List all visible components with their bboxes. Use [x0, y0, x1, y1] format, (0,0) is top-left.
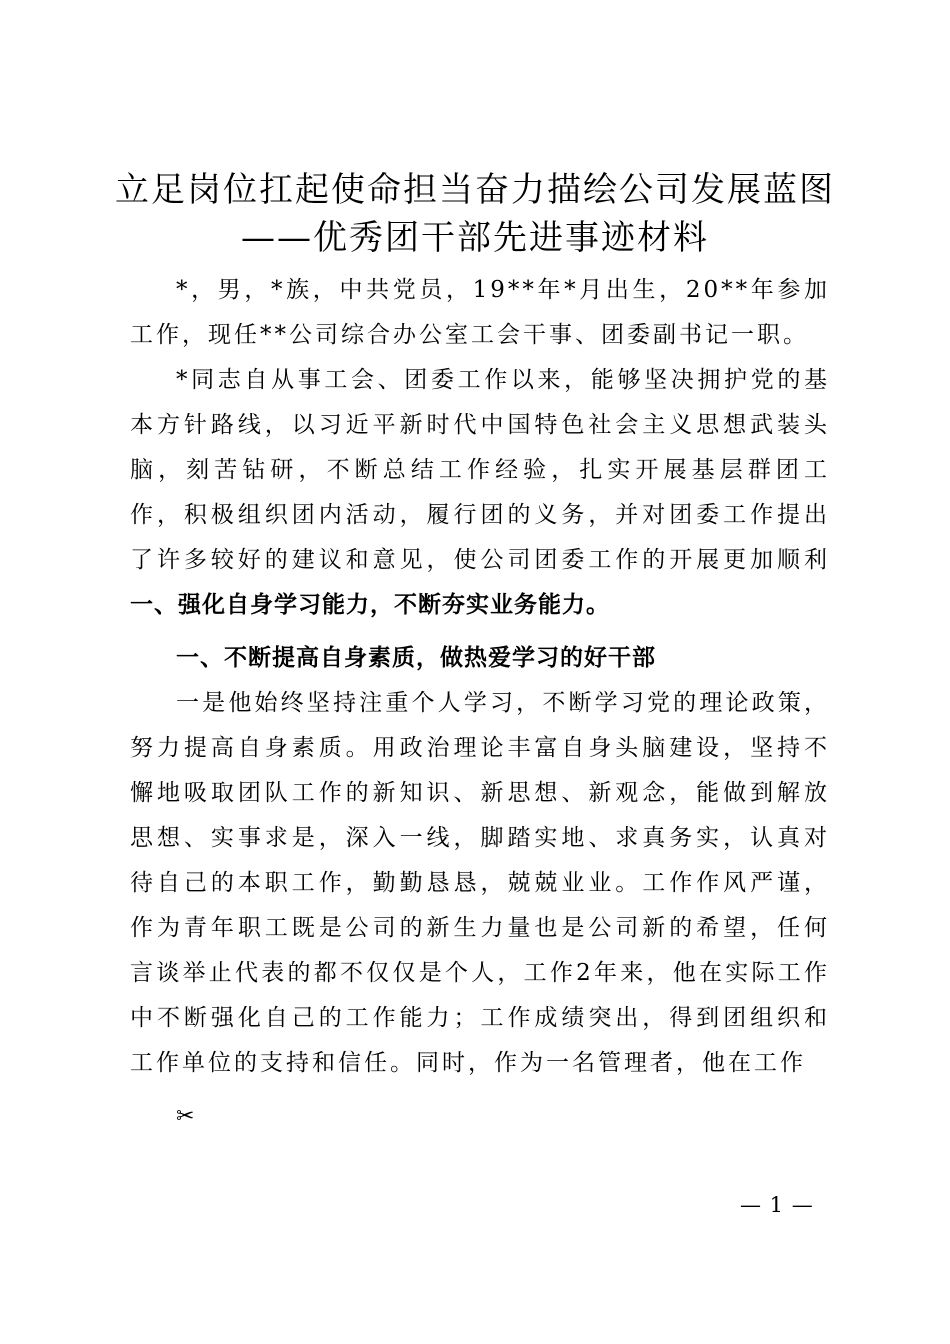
section-heading: 一、不断提高自身素质，做热爱学习的好干部	[176, 645, 656, 671]
document-subtitle: ——优秀团干部先进事迹材料	[241, 218, 709, 258]
section-heading-inline: 一、强化自身学习能力，不断夯实业务能力。	[130, 592, 610, 618]
scissors-icon: ✂	[176, 1104, 195, 1129]
summary-paragraph	[130, 358, 830, 628]
summary-text: *同志自从事工会、团委工作以来，能够坚决拥护党的基本方针路线，以习近平新时代中国特色社会主义思想武装头脑，刻苦钻研，不断总结工作经验，扎实开展基层群团工作，积极组织团内活动，履行团的义务，并对团委工作提出了许多较好的建议和意见，使公司团委工作的开展更加顺利	[130, 367, 830, 573]
document-title: 立足岗位扛起使命担当奋力描绘公司发展蓝图	[115, 170, 835, 210]
intro-paragraph: *，男，*族，中共党员，19**年*月出生，20**年参加工作，现任**公司综合办公室工会干事、团委副书记一职。	[130, 277, 830, 348]
document-body	[130, 268, 830, 1086]
page-number: — 1 —	[740, 1193, 814, 1217]
detail-paragraph: 一是他始终坚持注重个人学习，不断学习党的理论政策，努力提高自身素质。用政治理论丰富自身头脑建设，坚持不懈地吸取团队工作的新知识、新思想、新观念，能做到解放思想、实事求是，深入一线，脚踏实地、求真务实，认真对待自己的本职工作，勤勤恳恳，兢兢业业。工作作风严谨，作为青年职工既是公司的新生力量也是公司新的希望，任何言谈举止代表的都不仅仅是个人，工作2年来，他在实际工作中不断强化自己的工作能力；工作成绩突出，得到团组织和工作单位的支持和信任。同时，作为一名管理者，他在工作	[130, 690, 830, 1076]
